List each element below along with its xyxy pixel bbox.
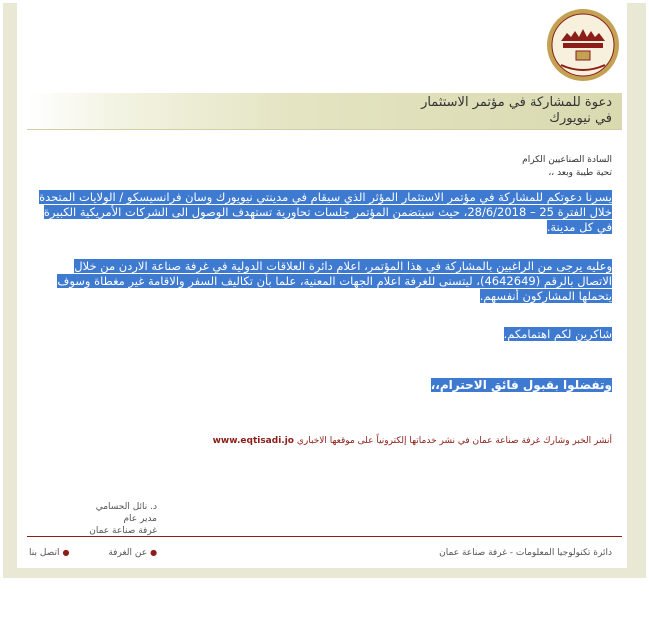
signature-org: غرفة صناعة عمان xyxy=(89,526,157,536)
signature-block xyxy=(27,501,157,537)
contact-link-label[interactable]: اتصل بنا xyxy=(29,548,60,558)
newsletter-paper xyxy=(17,3,627,568)
footer-links xyxy=(29,547,289,559)
title-line-2: في نيويورك xyxy=(549,111,612,126)
signature-name: د. نائل الحسامي xyxy=(95,502,157,512)
salutation xyxy=(312,154,612,180)
chamber-logo xyxy=(545,7,621,83)
body-paragraph-1[interactable] xyxy=(37,190,612,235)
salutation-line-1: السادة الصناعيين الكرام xyxy=(522,155,612,165)
title-banner xyxy=(27,93,622,130)
bullet-icon: ● xyxy=(62,548,70,557)
footer-about-link[interactable] xyxy=(108,547,157,559)
bullet-icon: ● xyxy=(150,548,158,557)
share-promo xyxy=(92,435,612,447)
salutation-line-2: تحية طيبة وبعد ،، xyxy=(548,168,612,178)
title-line-1: دعوة للمشاركة في مؤتمر الاستثمار xyxy=(421,95,612,110)
footer-divider xyxy=(27,536,622,537)
body-paragraph-2[interactable] xyxy=(37,259,612,304)
about-link-label[interactable]: عن الغرفة xyxy=(108,548,148,558)
chamber-logo-icon xyxy=(545,7,621,83)
paragraph-3-text[interactable]: شاكرين لكم اهتمامكم. xyxy=(503,327,612,341)
body-closing[interactable] xyxy=(37,378,612,393)
page-frame xyxy=(3,3,646,578)
page-title xyxy=(212,95,612,127)
paragraph-1-text[interactable]: يسرنا دعوتكم للمشاركة في مؤتمر الاستثمار المؤثر الذي سيقام في مدينتي نيويورك وسان فرانسيسكو / الولايات المتحدة خلال الفترة 25 – 28/6/2018، حيث سيتضمن المؤتمر جلسات تحاورية تستهدف الوصول الى الشركات الأمريكية الكبيرة في كل مدينة. xyxy=(39,190,612,234)
signature-role: مدير عام xyxy=(123,514,157,524)
footer-contact-link[interactable] xyxy=(29,547,69,559)
body-paragraph-3[interactable] xyxy=(37,327,612,342)
footer-department: دائرة تكنولوجيا المعلومات - غرفة صناعة عمان xyxy=(439,548,612,558)
promo-text: أنشر الخبر وشارك غرفة صناعة عمان في نشر خدماتها إلكترونياً على موقعها الاخباري xyxy=(296,436,612,446)
paragraph-2-text[interactable]: وعليه يرجى من الراغبين بالمشاركة في هذا المؤتمر، اعلام دائرة العلاقات الدولية في غرفة صناعة الاردن من خلال الاتصال بالرقم (4642649)، ليتسنى للغرفة اعلام الجهات المعنية، علما بأن تكاليف السفر والاقامة غير مغطاة وسوف يتحملها المشاركون أنفسهم. xyxy=(57,259,612,303)
website-link[interactable]: www.eqtisadi.jo xyxy=(212,436,294,446)
closing-text[interactable]: وتفضلوا بقبول فائق الاحترام،، xyxy=(430,378,612,392)
